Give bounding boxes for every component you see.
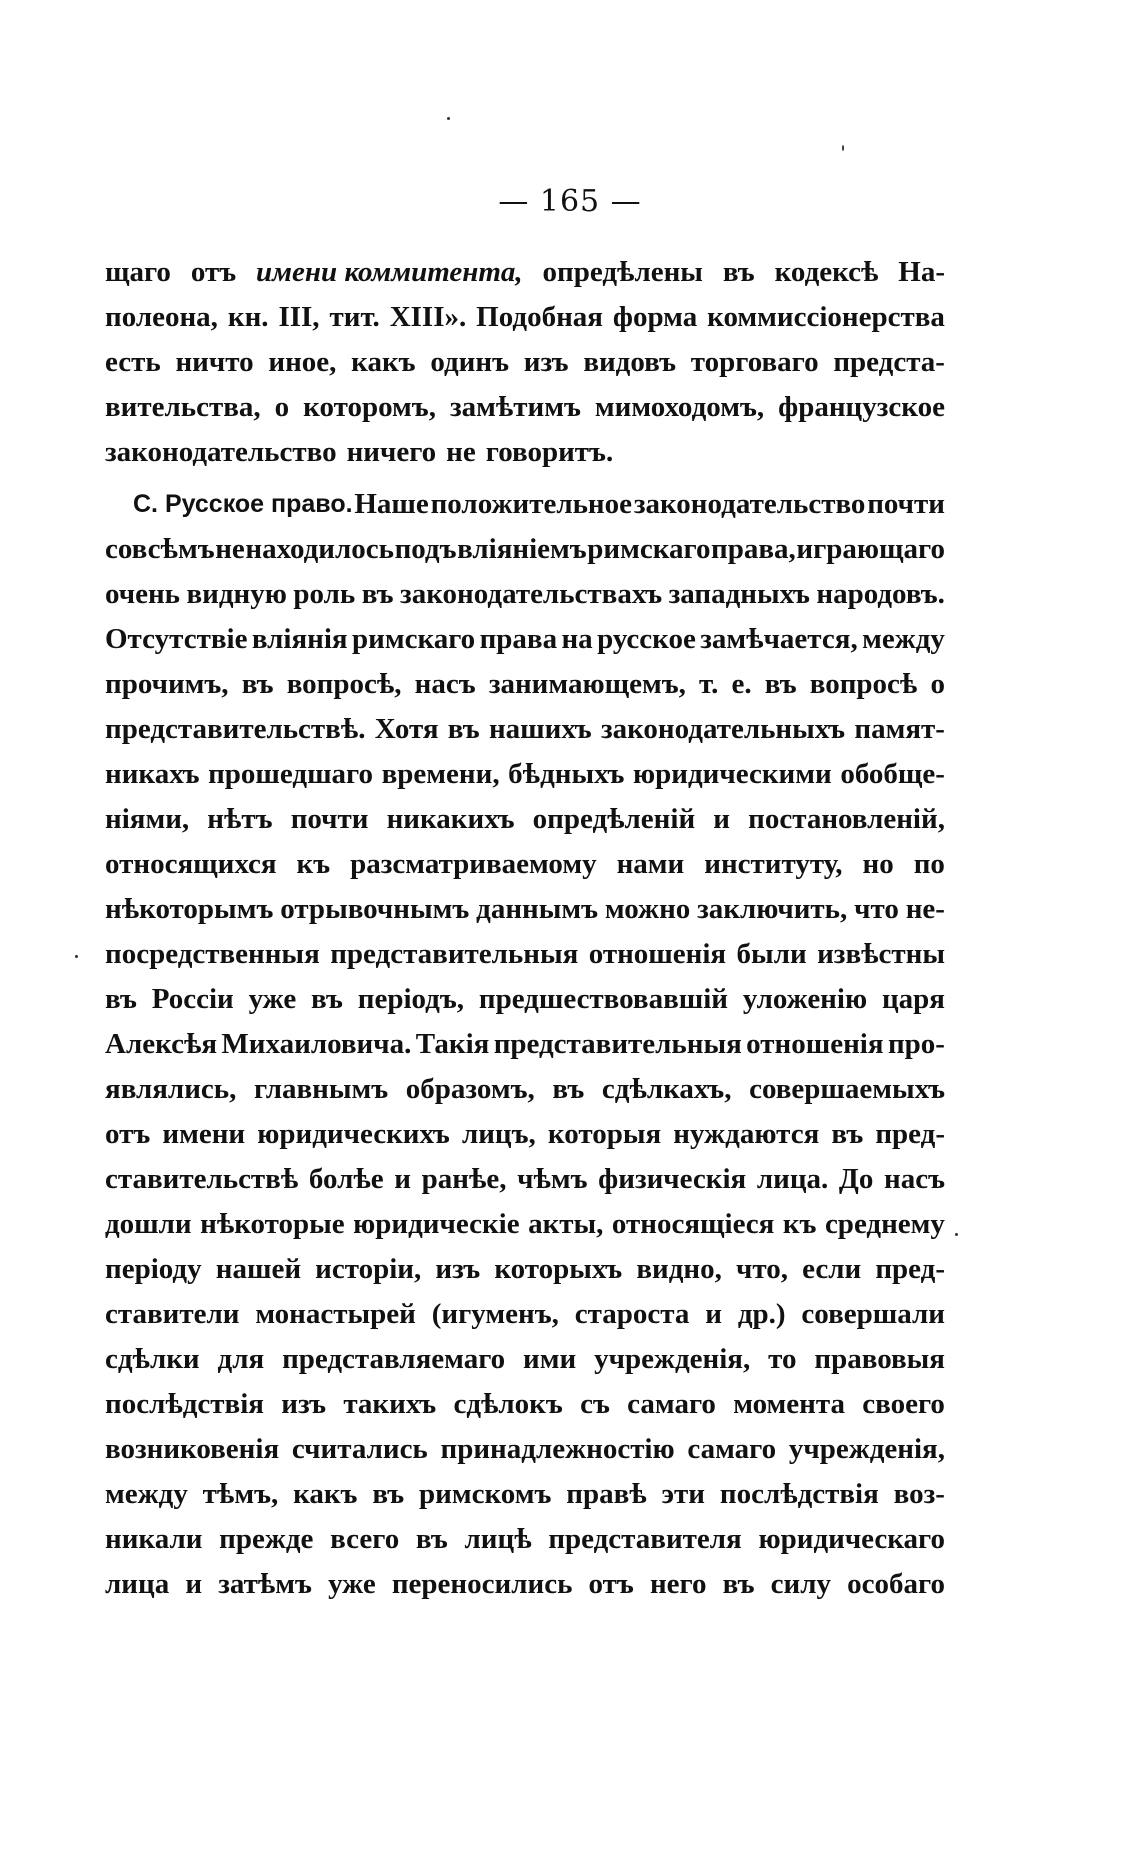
word: въ (552, 1073, 585, 1105)
word: нѣкоторые (200, 1208, 345, 1240)
word: французское (778, 391, 945, 423)
word: представителя (548, 1523, 742, 1555)
word: На- (898, 256, 945, 288)
word: замѣчается, (700, 623, 858, 655)
word: тѣмъ, (202, 1478, 279, 1510)
text-line (105, 1427, 945, 1472)
text-line (105, 1292, 945, 1337)
text-line (105, 1202, 945, 1247)
word: отношенія (588, 938, 727, 970)
text-line (105, 527, 945, 572)
word: и (394, 1163, 411, 1195)
word: Наше (354, 488, 429, 520)
word: и (185, 1568, 203, 1600)
word: XIII». (389, 301, 467, 333)
word: имени (162, 1118, 246, 1150)
word: не- (905, 893, 945, 925)
word: которыхъ (494, 1253, 623, 1285)
word: подъ (394, 533, 457, 565)
text-line (105, 1247, 945, 1292)
word: среднему (824, 1208, 945, 1240)
word: вопросѣ, (286, 668, 402, 700)
text-line (105, 430, 945, 475)
word: по (913, 848, 945, 880)
word: въ (105, 983, 137, 1015)
word: нѣкоторымъ (105, 893, 274, 925)
word: играющаго (796, 533, 945, 565)
word: правовыя (814, 1343, 945, 1375)
word: то (768, 1343, 797, 1375)
word: относящіеся (611, 1208, 775, 1240)
word: институту, (704, 848, 843, 880)
word: затѣмъ (218, 1568, 312, 1600)
word: тит. (329, 301, 380, 333)
word: права (479, 623, 558, 655)
print-speck (75, 955, 78, 958)
word: постановленій, (748, 803, 945, 835)
text-line (105, 1382, 945, 1427)
word: съ (580, 1388, 610, 1420)
word: бѣдныхъ (508, 758, 625, 790)
word: него (649, 1568, 707, 1600)
word: находилось (245, 533, 394, 565)
text-line (105, 1562, 945, 1607)
text-line (105, 887, 945, 932)
word: эти (661, 1478, 706, 1510)
text-line (105, 340, 945, 385)
word: даннымъ (476, 893, 599, 925)
word: такихъ (343, 1388, 437, 1420)
word: послѣдствія (719, 1478, 879, 1510)
word: о (930, 668, 945, 700)
word: вопросѣ (809, 668, 918, 700)
word: е. (731, 668, 752, 700)
word: народовъ. (816, 578, 945, 610)
word: юридическими (633, 758, 832, 790)
word: болѣе (308, 1163, 384, 1195)
word: иное, (268, 346, 337, 378)
word: ничего (346, 436, 437, 468)
word: уложенію (742, 983, 868, 1015)
word: Алексѣя (105, 1028, 218, 1060)
word: никакихъ (386, 803, 515, 835)
word: форма (612, 301, 698, 333)
word: законодательствахъ (400, 578, 663, 610)
word: нашей (215, 1253, 302, 1285)
word: изъ (523, 346, 569, 378)
word: лицѣ (464, 1523, 532, 1555)
word: представительныя (330, 938, 579, 970)
word: сдѣлокъ (453, 1388, 563, 1420)
word: законодательство (633, 488, 866, 520)
word: пред- (875, 1253, 945, 1285)
word: момента (733, 1388, 845, 1420)
word: предшествовавшій (478, 983, 728, 1015)
word: что (854, 893, 899, 925)
word: торговаго (690, 346, 819, 378)
word: главнымъ (254, 1073, 389, 1105)
word: никахъ (105, 758, 200, 790)
word: возниковенія (105, 1433, 280, 1465)
word: видную (186, 578, 287, 610)
word: почти (290, 803, 369, 835)
print-speck (955, 1233, 958, 1236)
word: законодательныхъ (600, 713, 846, 745)
word: изъ (281, 1388, 327, 1420)
word: ніями, (105, 803, 190, 835)
word: До (838, 1163, 874, 1195)
word: отношенія (746, 1028, 884, 1060)
word: римскомъ (419, 1478, 552, 1510)
word: (игуменъ, (431, 1298, 559, 1330)
word: что, (736, 1253, 788, 1285)
word: какъ (351, 346, 416, 378)
word: опредѣленій (532, 803, 696, 835)
word: въ (372, 1478, 405, 1510)
word: дошли (105, 1208, 192, 1240)
word: про- (887, 1028, 945, 1060)
word: являлись, (105, 1073, 237, 1105)
word: видовъ (583, 346, 676, 378)
word: сдѣлки (105, 1343, 200, 1375)
word: юридическихъ (257, 1118, 450, 1150)
word: къ (782, 1208, 817, 1240)
word: замѣтимъ (449, 391, 581, 423)
word: Такія (415, 1028, 490, 1060)
word: вліяніемъ (457, 533, 587, 565)
text-line (105, 482, 945, 527)
word: но (862, 848, 894, 880)
word: воз- (893, 1478, 945, 1510)
word: относящихся (105, 848, 277, 880)
word: учрежденія, (788, 1433, 945, 1465)
word: отъ (105, 1118, 151, 1150)
word: въ (764, 668, 797, 700)
word: отъ (190, 256, 237, 288)
word: римскаго (352, 623, 476, 655)
word: занимающемъ, (488, 668, 686, 700)
text-line (105, 932, 945, 977)
word: исторіи, (315, 1253, 422, 1285)
word: царя (881, 983, 945, 1015)
word: ими (523, 1343, 577, 1375)
word: и (713, 803, 731, 835)
print-speck (447, 117, 450, 120)
word: нами (616, 848, 685, 880)
text-line (105, 1022, 945, 1067)
word: насъ (414, 668, 476, 700)
text-line (105, 977, 945, 1022)
word: изъ (435, 1253, 481, 1285)
word: на (561, 623, 593, 655)
word: правѣ (566, 1478, 647, 1510)
text-line (105, 662, 945, 707)
word: юридическіе (353, 1208, 520, 1240)
page-number: — 165 — (498, 184, 642, 219)
word: образомъ, (405, 1073, 535, 1105)
word: пред- (875, 1118, 945, 1150)
word: учрежденія, (594, 1343, 751, 1375)
text-line (105, 295, 945, 340)
word: ничто (175, 346, 254, 378)
word: русское (597, 623, 696, 655)
word: не (215, 533, 245, 565)
word: нашихъ (488, 713, 592, 745)
word: силу (770, 1568, 831, 1600)
word: имени коммитента, (256, 256, 523, 288)
word: роль (293, 578, 356, 610)
text-line (105, 1067, 945, 1112)
word: обобще- (840, 758, 945, 790)
word: періоду (105, 1253, 202, 1285)
text-line (105, 617, 945, 662)
word: Михаиловича. (221, 1028, 412, 1060)
word: есть (105, 346, 161, 378)
print-speck (842, 145, 844, 151)
word: въ (831, 1118, 864, 1150)
word: въ (361, 578, 394, 610)
text-line (105, 1337, 945, 1382)
body-text (105, 250, 945, 1607)
word: никали (105, 1523, 203, 1555)
word: мимоходомъ, (594, 391, 765, 423)
word: т. (699, 668, 719, 700)
word: очень (105, 578, 181, 610)
word: III, (278, 301, 320, 333)
word: говоритъ. (485, 436, 614, 468)
word: видно, (636, 1253, 722, 1285)
word: и (705, 1298, 722, 1330)
word: Россіи (151, 983, 234, 1015)
word: уже (248, 983, 297, 1015)
word: представляемаго (282, 1343, 506, 1375)
word: принадлежностію (440, 1433, 675, 1465)
word: ставительствѣ (105, 1163, 299, 1195)
word: которыя (547, 1118, 662, 1150)
word: акты, (528, 1208, 604, 1240)
word: представительныя (493, 1028, 742, 1060)
word-space (476, 430, 486, 475)
word: почти (867, 488, 945, 520)
word: разсматриваемому (350, 848, 597, 880)
word: монастырей (255, 1298, 416, 1330)
word: самаго (687, 1433, 777, 1465)
word: опредѣлены (542, 256, 703, 288)
text-line (105, 1517, 945, 1562)
word: если (802, 1253, 862, 1285)
section-heading: С. Русское право. (133, 490, 353, 518)
word: заключить, (697, 893, 848, 925)
word: между (862, 623, 945, 655)
word: кодексѣ (774, 256, 879, 288)
word: самаго (627, 1388, 716, 1420)
word: особаго (847, 1568, 945, 1600)
word: полеона, (105, 301, 218, 333)
word: коммиссіонерства (707, 301, 945, 333)
text-line (105, 1157, 945, 1202)
word: въ (722, 1568, 755, 1600)
word: др.) (737, 1298, 786, 1330)
word: вліянія (251, 623, 348, 655)
word: насъ (884, 1163, 945, 1195)
text-line (105, 842, 945, 887)
word: уже (328, 1568, 376, 1600)
word: права, (711, 533, 796, 565)
word: въ (447, 713, 480, 745)
word: юридическаго (758, 1523, 945, 1555)
word: времени, (381, 758, 500, 790)
word: какъ (293, 1478, 358, 1510)
text-line (105, 752, 945, 797)
word: прежде (219, 1523, 314, 1555)
word: представительствѣ. (105, 713, 366, 745)
text-line (105, 250, 945, 295)
word: сдѣлкахъ, (601, 1073, 732, 1105)
text-line (105, 1112, 945, 1157)
word: физическія (598, 1163, 747, 1195)
word: ставители (105, 1298, 240, 1330)
word: послѣдствія (105, 1388, 264, 1420)
word: римскаго (587, 533, 711, 565)
word: положительное (430, 488, 633, 520)
word: своего (862, 1388, 945, 1420)
word: нуждаются (673, 1118, 820, 1150)
word: можно (604, 893, 691, 925)
word: отъ (588, 1568, 634, 1600)
word: предста- (833, 346, 945, 378)
word: въ (722, 256, 755, 288)
word: Хотя (374, 713, 439, 745)
word: о (274, 391, 290, 423)
word: Отсутствіе (105, 623, 248, 655)
word: въ (241, 668, 274, 700)
word-space (436, 430, 446, 475)
word: посредственныя (105, 938, 320, 970)
word: вительства, (105, 391, 261, 423)
word: періодъ, (357, 983, 465, 1015)
word: всего (330, 1523, 400, 1555)
word: щаго (105, 256, 171, 288)
word: одинъ (430, 346, 509, 378)
word-space (337, 430, 347, 475)
word: переносились (391, 1568, 573, 1600)
word: не (446, 436, 476, 468)
word: считались (291, 1433, 428, 1465)
word: западныхъ (668, 578, 810, 610)
word: въ (311, 983, 343, 1015)
word: совсѣмъ (105, 533, 215, 565)
word: лица (105, 1568, 170, 1600)
word: памят- (854, 713, 945, 745)
word: были (736, 938, 807, 970)
word: староста (574, 1298, 690, 1330)
word: къ (296, 848, 331, 880)
word: ранѣе, (421, 1163, 507, 1195)
word: для (217, 1343, 265, 1375)
word: совершаемыхъ (749, 1073, 945, 1105)
word: которомъ, (303, 391, 436, 423)
text-line (105, 797, 945, 842)
word: лица. (756, 1163, 829, 1195)
word: лицъ, (461, 1118, 536, 1150)
text-line (105, 1472, 945, 1517)
word: чѣмъ (517, 1163, 588, 1195)
word: прочимъ, (105, 668, 229, 700)
word: Подобная (476, 301, 603, 333)
word: законодательство (105, 436, 337, 468)
word: извѣстны (817, 938, 945, 970)
text-line (105, 707, 945, 752)
word: между (105, 1478, 188, 1510)
word: совершали (801, 1298, 945, 1330)
word: въ (415, 1523, 448, 1555)
word: отрывочнымъ (280, 893, 470, 925)
word: нѣтъ (207, 803, 273, 835)
text-line (105, 572, 945, 617)
word: кн. (227, 301, 269, 333)
word: прошедшаго (208, 758, 374, 790)
text-line (105, 385, 945, 430)
